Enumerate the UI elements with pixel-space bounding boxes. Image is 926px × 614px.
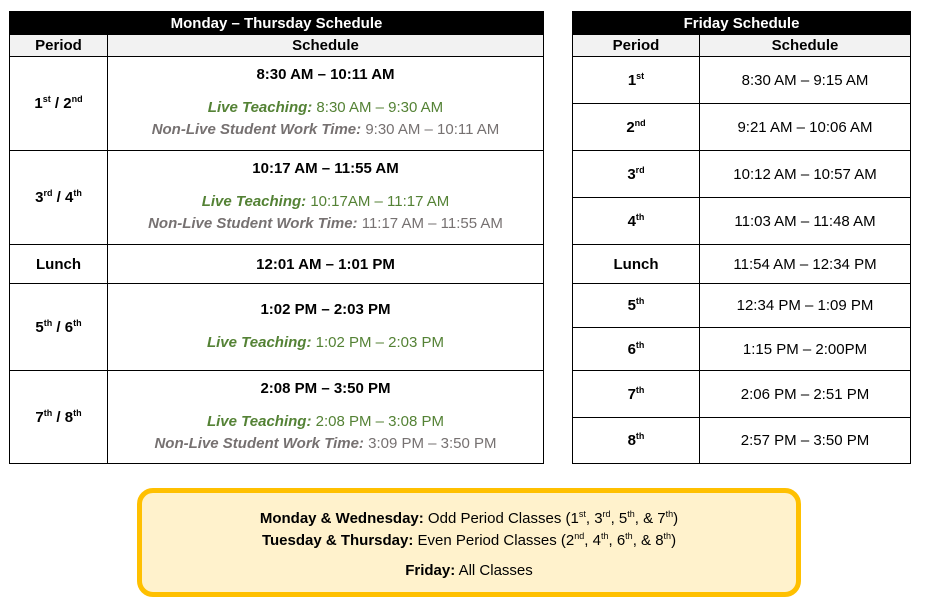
period-cell: 7th (573, 371, 700, 418)
friday-col-schedule: Schedule (700, 35, 911, 57)
period-cell: 1st / 2nd (10, 57, 108, 151)
note-mon-wed: Monday & Wednesday: Odd Period Classes (1st, 3rd, 5th, & 7th) (259, 509, 679, 527)
schedule-cell: 8:30 AM – 9:15 AM (700, 57, 911, 104)
table-row (10, 371, 544, 464)
schedule-cell (108, 371, 544, 464)
table-row (573, 104, 911, 151)
non-live-work-time: Non-Live Student Work Time: 9:30 AM – 10:11 AM (151, 121, 500, 138)
table-row (10, 151, 544, 245)
schedule-cell (108, 57, 544, 151)
table-row (573, 418, 911, 464)
class-days-note (137, 488, 801, 597)
block-time: 1:02 PM – 2:03 PM (260, 300, 391, 318)
schedule-cell (108, 284, 544, 371)
monday-thursday-schedule-table (9, 11, 544, 464)
table-row (10, 57, 544, 151)
table-row (573, 57, 911, 104)
block-time: 8:30 AM – 10:11 AM (256, 66, 395, 83)
block-time: 12:01 AM – 1:01 PM (256, 255, 395, 273)
period-cell: Lunch (573, 245, 700, 284)
monthu-col-period: Period (10, 35, 108, 57)
period-cell: 5th (573, 284, 700, 328)
schedule-cell: 11:54 AM – 12:34 PM (700, 245, 911, 284)
period-cell: 6th (573, 328, 700, 371)
period-cell: 2nd (573, 104, 700, 151)
period-cell: 8th (573, 418, 700, 464)
non-live-work-time: Non-Live Student Work Time: 3:09 PM – 3:50 PM (154, 434, 497, 452)
monthu-col-schedule: Schedule (108, 35, 544, 57)
block-time: 10:17 AM – 11:55 AM (252, 160, 399, 177)
schedule-cell: 2:06 PM – 2:51 PM (700, 371, 911, 418)
table-row (573, 328, 911, 371)
schedule-cell: 11:03 AM – 11:48 AM (700, 198, 911, 245)
live-teaching: Live Teaching: 8:30 AM – 9:30 AM (207, 99, 444, 116)
live-teaching: Live Teaching: 10:17AM – 11:17 AM (201, 193, 450, 210)
note-tue-thu: Tuesday & Thursday: Even Period Classes (2nd, 4th, 6th, & 8th) (261, 531, 677, 549)
table-row (573, 284, 911, 328)
period-cell: Lunch (10, 245, 108, 284)
friday-col-period: Period (573, 35, 700, 57)
period-cell: 3rd (573, 151, 700, 198)
monthu-title: Monday – Thursday Schedule (10, 12, 544, 35)
live-teaching: Live Teaching: 2:08 PM – 3:08 PM (206, 412, 445, 430)
schedule-cell (108, 151, 544, 245)
block-time: 2:08 PM – 3:50 PM (260, 379, 391, 397)
non-live-work-time: Non-Live Student Work Time: 11:17 AM – 11:55 AM (148, 215, 503, 232)
period-cell: 3rd / 4th (10, 151, 108, 245)
table-row (573, 245, 911, 284)
schedule-cell (108, 245, 544, 284)
schedule-cell: 1:15 PM – 2:00PM (700, 328, 911, 371)
friday-title: Friday Schedule (573, 12, 911, 35)
schedule-cell: 9:21 AM – 10:06 AM (700, 104, 911, 151)
period-cell: 1st (573, 57, 700, 104)
table-row (573, 371, 911, 418)
schedule-cell: 10:12 AM – 10:57 AM (700, 151, 911, 198)
live-teaching: Live Teaching: 1:02 PM – 2:03 PM (206, 333, 445, 351)
table-row (10, 284, 544, 371)
period-cell: 7th / 8th (10, 371, 108, 464)
schedule-cell: 12:34 PM – 1:09 PM (700, 284, 911, 328)
table-row (573, 151, 911, 198)
period-cell: 4th (573, 198, 700, 245)
friday-schedule-table (572, 11, 911, 464)
table-row (573, 198, 911, 245)
table-row (10, 245, 544, 284)
period-cell: 5th / 6th (10, 284, 108, 371)
schedule-cell: 2:57 PM – 3:50 PM (700, 418, 911, 464)
note-friday: Friday: All Classes (405, 562, 533, 579)
